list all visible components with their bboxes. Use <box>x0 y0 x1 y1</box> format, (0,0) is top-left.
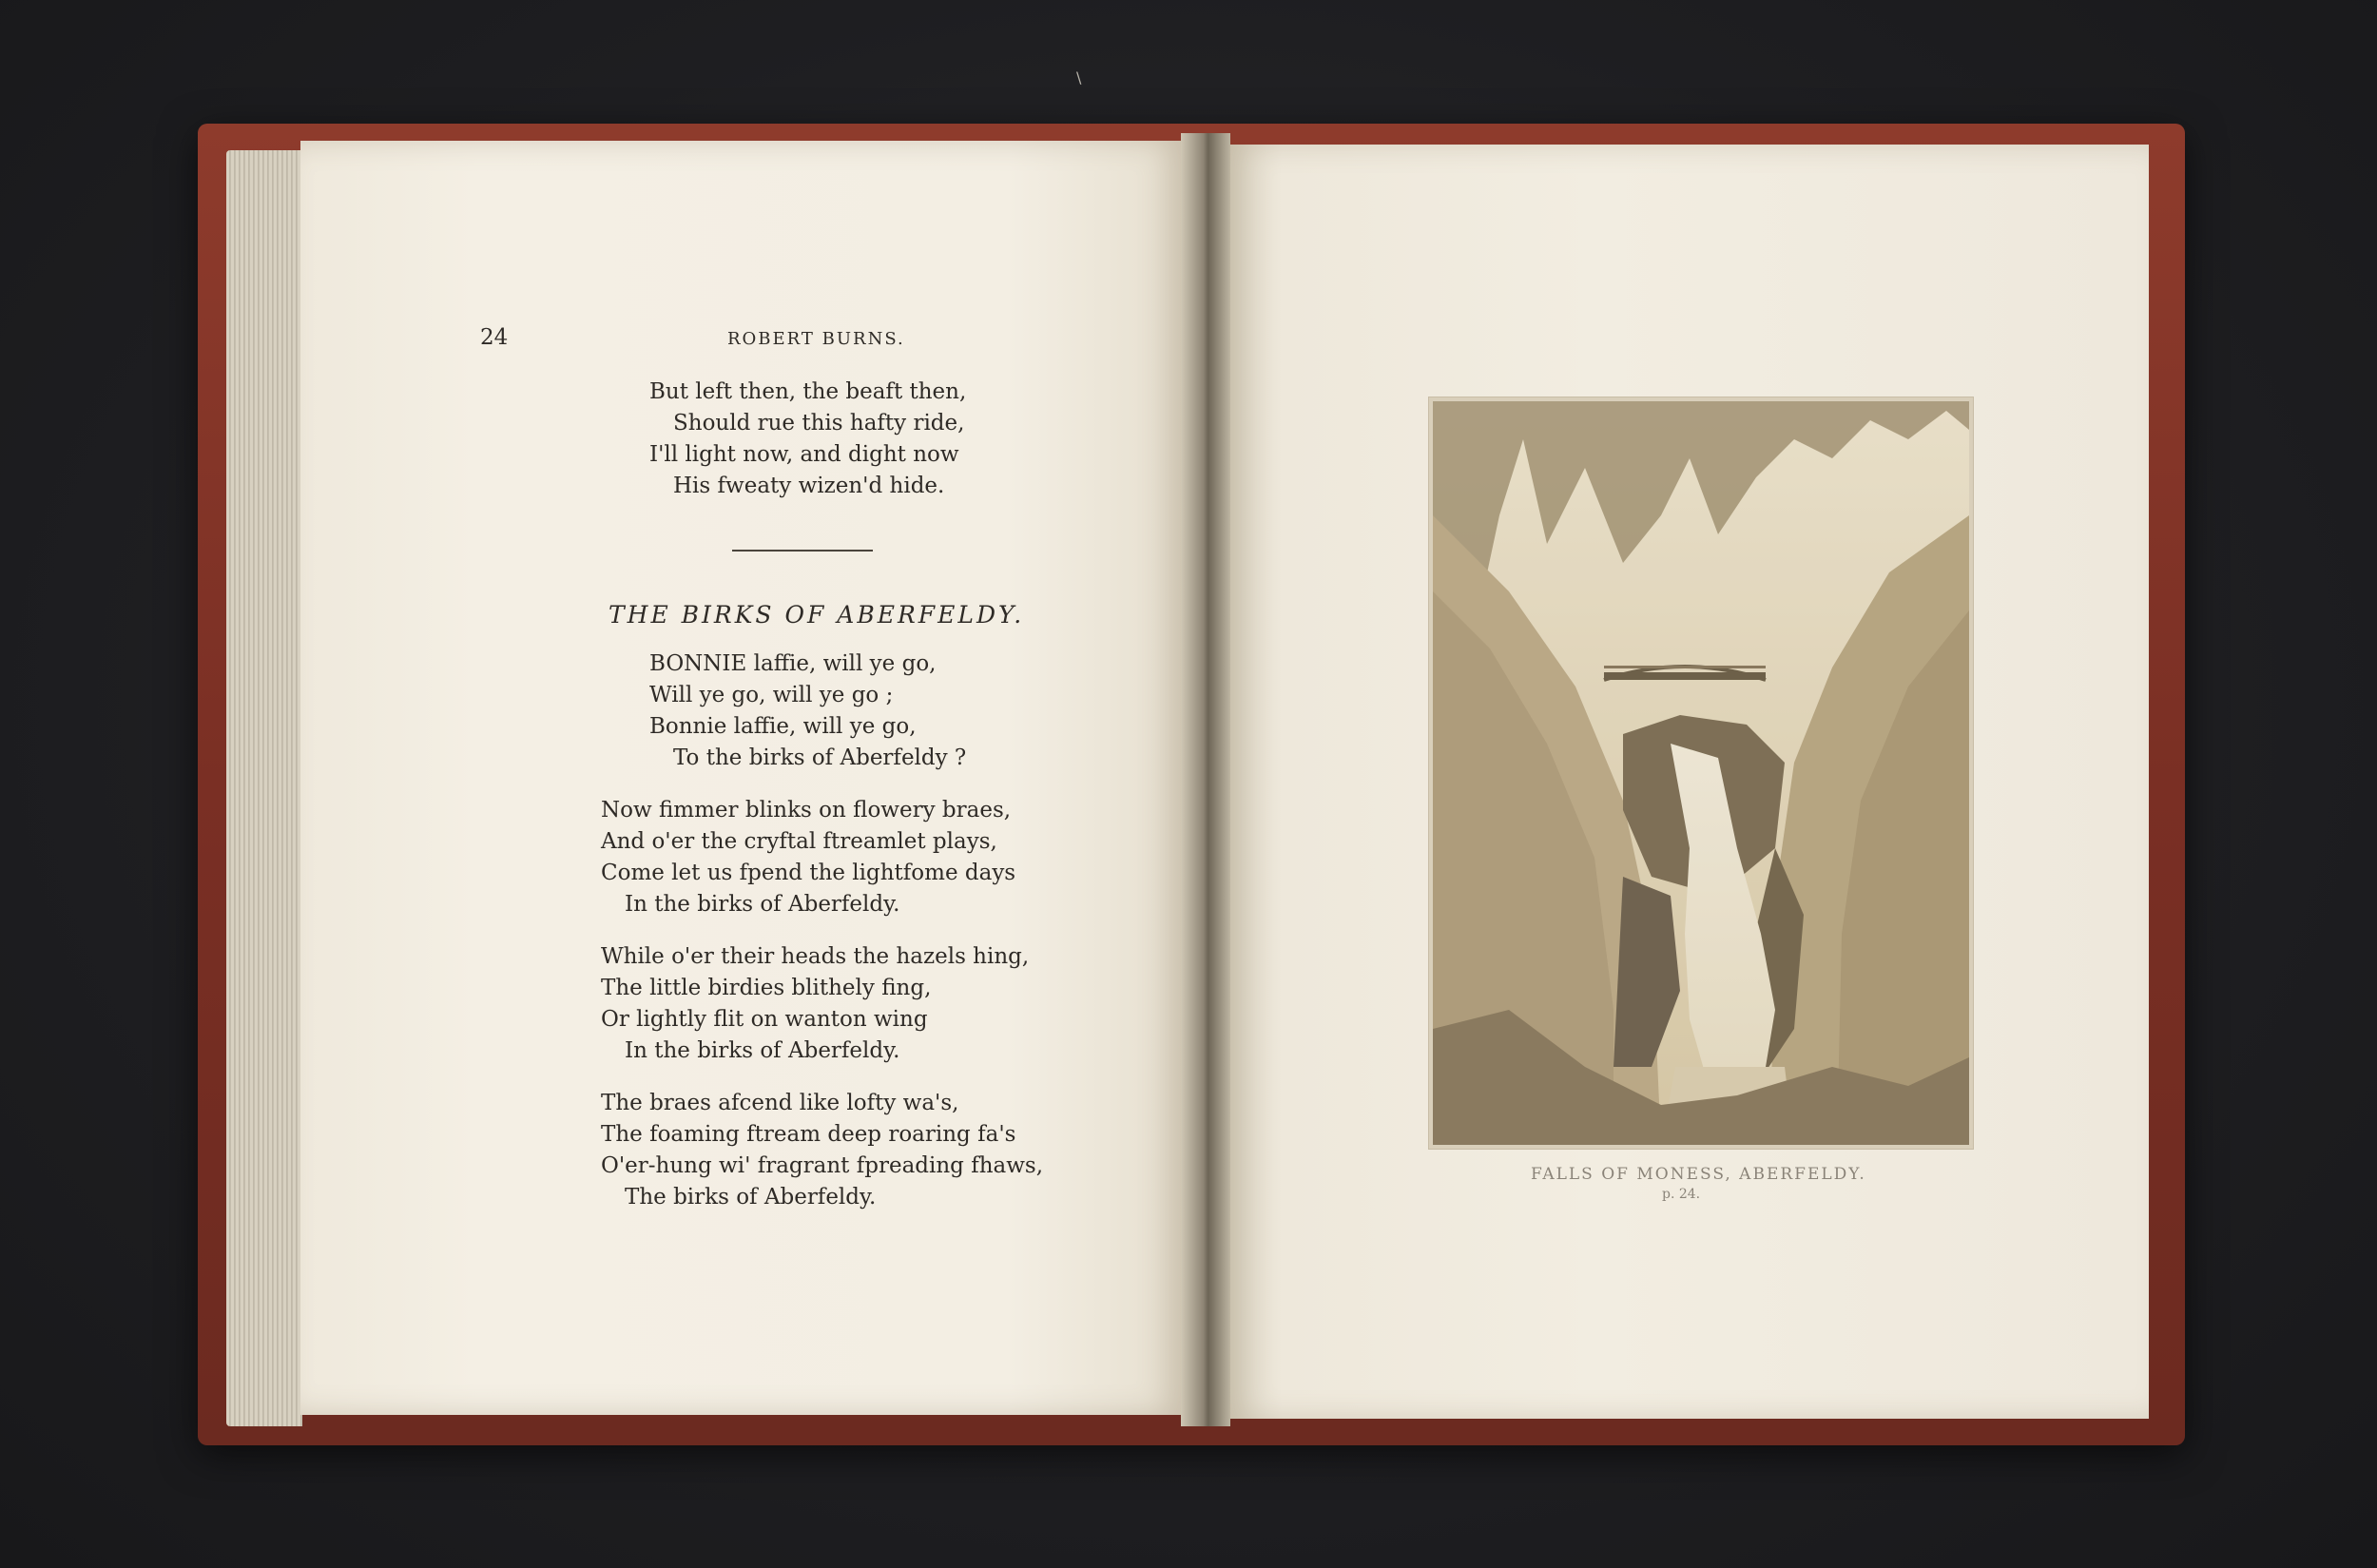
verse-line: His fweaty wizen'd hide. <box>673 474 945 498</box>
photo-page-reference: p. 24. <box>1662 1187 1701 1202</box>
page-edges <box>226 150 302 1426</box>
photo-caption: FALLS OF MONESS, ABERFELDY. <box>1531 1165 1866 1184</box>
book-gutter <box>1181 133 1230 1426</box>
page-number: 24 <box>480 325 509 350</box>
verse-line: And o'er the cryftal ftreamlet plays, <box>601 829 997 854</box>
verse-line: Should rue this hafty ride, <box>673 411 965 436</box>
verse-line: Now fimmer blinks on flowery braes, <box>601 798 1012 823</box>
waterfall-photograph <box>1433 401 1969 1145</box>
verse-line: The birks of Aberfeldy. <box>625 1185 877 1210</box>
verse-line: I'll light now, and dight now <box>649 442 959 467</box>
verse-line: While o'er their heads the hazels hing, <box>601 944 1030 969</box>
verse-line: In the birks of Aberfeldy. <box>625 892 900 917</box>
verse-line: Or lightly flit on wanton wing <box>601 1007 928 1032</box>
verse-line: The foaming ftream deep roaring fa's <box>601 1122 1016 1147</box>
verse-line: Come let us fpend the lightfome days <box>601 861 1016 885</box>
running-head: ROBERT BURNS. <box>727 329 905 349</box>
verse-line: The braes afcend like lofty wa's, <box>601 1091 959 1115</box>
verse-line: But left then, the beaft then, <box>649 379 967 404</box>
poem-title: THE BIRKS OF ABERFELDY. <box>609 601 1025 629</box>
verse-line: To the birks of Aberfeldy ? <box>673 745 967 770</box>
verse-line: Bonnie laffie, will ye go, <box>649 714 917 739</box>
verse-line: The little birdies blithely fing, <box>601 976 932 1000</box>
verse-line: BONNIE laffie, will ye go, <box>649 651 937 676</box>
verse-line: In the birks of Aberfeldy. <box>625 1038 900 1063</box>
verse-line: Will ye go, will ye go ; <box>649 683 894 707</box>
section-rule <box>732 550 873 552</box>
verse-line: O'er-hung wi' fragrant fpreading fhaws, <box>601 1153 1044 1178</box>
small-mark: \ <box>1076 68 1082 87</box>
